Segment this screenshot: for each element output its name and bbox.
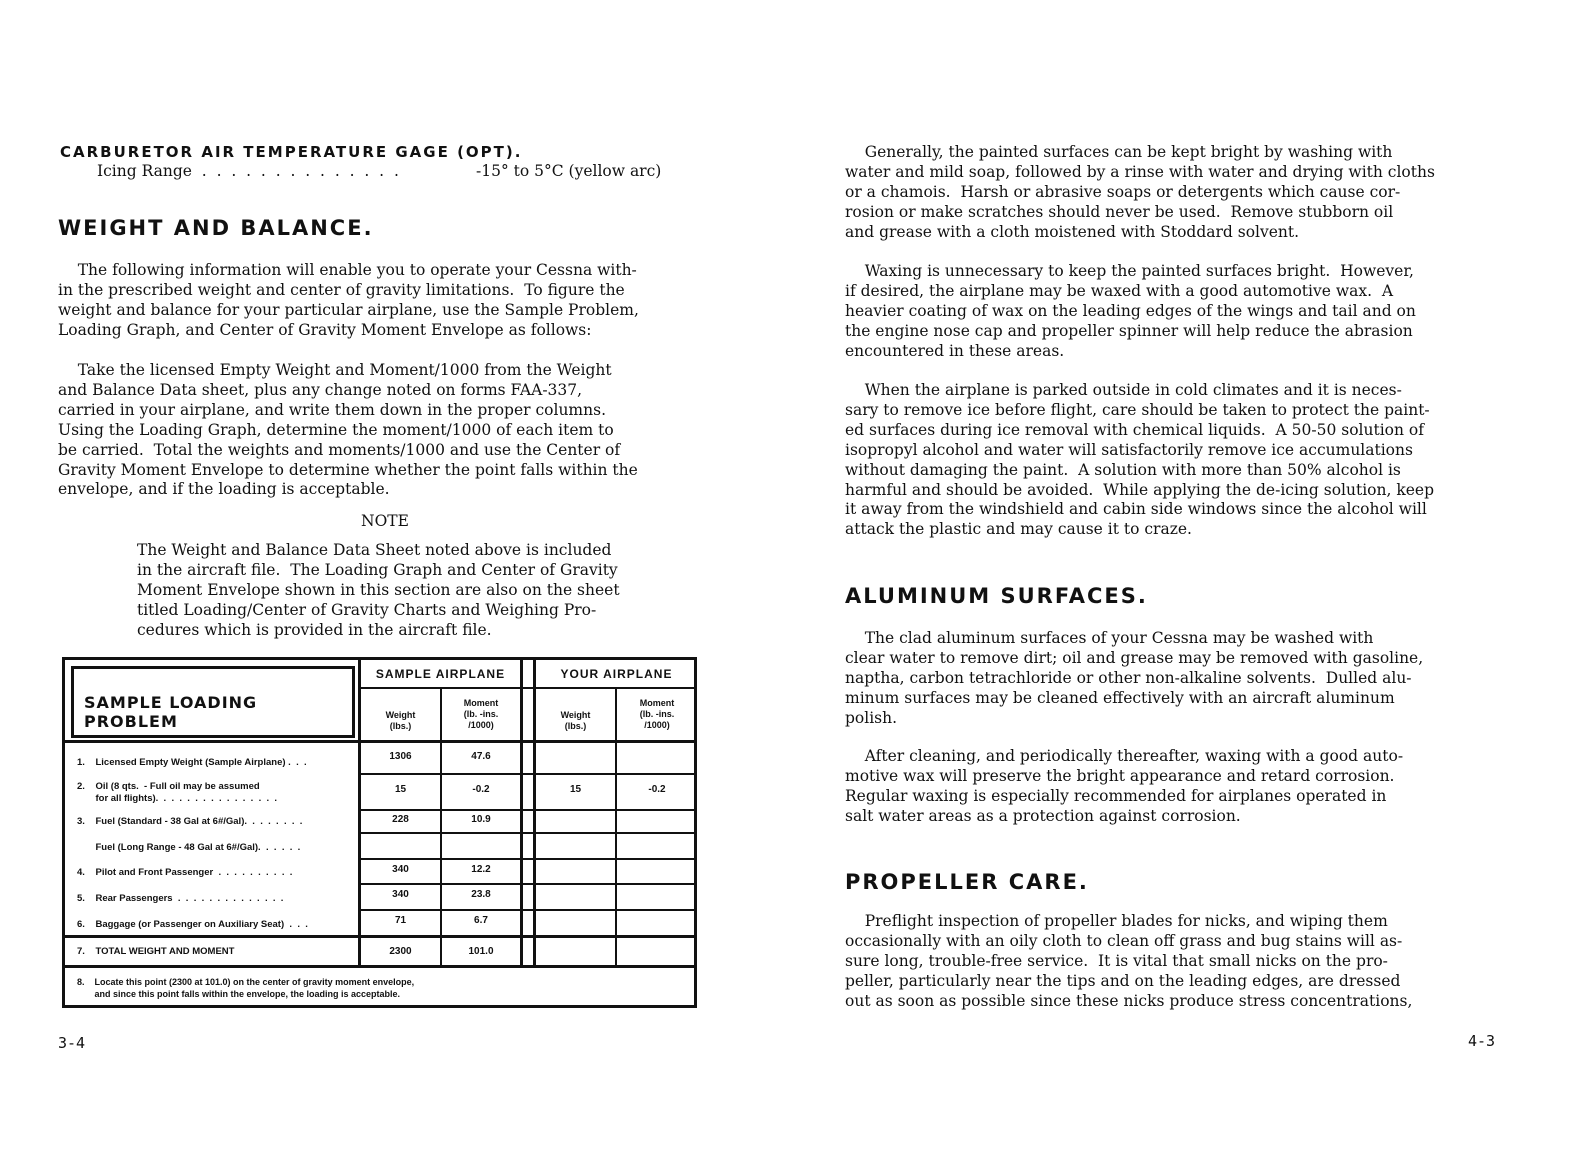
icing-label: Icing Range . . . . . . . . . . . . . . — [97, 162, 399, 180]
row-label: 5. Rear Passengers . . . . . . . . . . . . . . — [77, 893, 284, 904]
paragraph — [845, 143, 1435, 243]
weight-balance-heading: WEIGHT AND BALANCE. — [58, 216, 374, 240]
row-label: 1. Licensed Empty Weight (Sample Airplane) . . . — [77, 757, 307, 768]
text-line: water and mild soap, followed by a rinse with water and drying with cloths — [845, 162, 1435, 181]
propeller-heading: PROPELLER CARE. — [845, 870, 1089, 894]
row-label: 2. Oil (8 qts. - Full oil may be assumed for all flights). . . . . . . . . . . . . . . . — [77, 781, 278, 804]
your-moment-cell: -0.2 — [648, 784, 666, 795]
text-line: Loading Graph, and Center of Gravity Moment Envelope as follows: — [58, 320, 592, 339]
paragraph — [58, 261, 639, 341]
text-line: The following information will enable you to operate your Cessna with- — [58, 261, 637, 279]
text-line: and grease with a cloth moistened with Stoddard solvent. — [845, 222, 1300, 241]
row-label: 3. Fuel (Standard - 38 Gal at 6#/Gal). . . . . . . . — [77, 816, 303, 827]
paragraph — [845, 747, 1403, 827]
text-line: The Weight and Balance Data Sheet noted above is included — [137, 541, 612, 559]
text-line: and Balance Data sheet, plus any change noted on forms FAA-337, — [58, 380, 583, 399]
text-line: Generally, the painted surfaces can be kept bright by washing with — [845, 143, 1393, 161]
moment-cell: 12.2 — [471, 863, 491, 875]
table-title: SAMPLE LOADING PROBLEM — [84, 693, 258, 731]
weight-cell: 1306 — [389, 751, 412, 762]
step-8-note: 8. Locate this point (2300 at 101.0) on the center of gravity moment envelope, and since this point falls within the envelope, the loading is acceptable. — [77, 977, 415, 999]
total-moment: 101.0 — [468, 946, 494, 957]
moment-cell: 47.6 — [471, 751, 491, 762]
moment-cell: 10.9 — [471, 813, 491, 825]
your-weight-cell: 15 — [569, 784, 582, 795]
text-line: salt water areas as a protection against corrosion. — [845, 806, 1241, 825]
text-line: cedures which is provided in the aircraft file. — [137, 620, 492, 639]
text-line: motive wax will preserve the bright appearance and retard corrosion. — [845, 766, 1395, 785]
row-label: 6. Baggage (or Passenger on Auxiliary Seat) . . . — [77, 919, 308, 930]
weight-cell: 228 — [392, 813, 409, 825]
text-line: it away from the windshield and cabin side windows since the alcohol will — [845, 500, 1427, 519]
paragraph — [845, 912, 1412, 1012]
text-line: or a chamois. Harsh or abrasive soaps or detergents which cause cor- — [845, 182, 1401, 201]
text-line: weight and balance for your particular airplane, use the Sample Problem, — [58, 300, 639, 319]
title-box — [71, 666, 355, 738]
text-line: Preflight inspection of propeller blades for nicks, and wiping them — [845, 912, 1388, 930]
weight-cell: 71 — [394, 915, 407, 926]
text-line: rosion or make scratches should never be used. Remove stubborn oil — [845, 202, 1394, 221]
row-label: 4. Pilot and Front Passenger . . . . . . . . . . — [77, 867, 293, 878]
text-line: naptha, carbon tetrachloride or other non-alkaline solvents. Dulled alu- — [845, 668, 1412, 687]
text-line: if desired, the airplane may be waxed with a good automotive wax. A — [845, 281, 1394, 300]
page-number-right: 4-3 — [1468, 1032, 1496, 1050]
total-weight: 2300 — [389, 946, 412, 957]
paragraph — [845, 629, 1423, 729]
text-line: in the prescribed weight and center of gravity limitations. To figure the — [58, 280, 625, 299]
page-number-left: 3-4 — [58, 1034, 86, 1052]
moment-col-header: Moment (lb. -ins. /1000) — [463, 698, 499, 730]
text-line: When the airplane is parked outside in cold climates and it is neces- — [845, 381, 1402, 399]
text-line: in the aircraft file. The Loading Graph and Center of Gravity — [137, 560, 618, 579]
text-line: clear water to remove dirt; oil and grease may be removed with gasoline, — [845, 648, 1424, 667]
text-line: After cleaning, and periodically thereafter, waxing with a good auto- — [845, 747, 1404, 765]
text-line: ed surfaces during ice removal with chemical liquids. A 50-50 solution of — [845, 420, 1424, 439]
text-line: The clad aluminum surfaces of your Cessna may be washed with — [845, 629, 1374, 647]
paragraph — [845, 262, 1416, 362]
text-line: Regular waxing is especially recommended for airplanes operated in — [845, 786, 1387, 805]
text-line: Moment Envelope shown in this section are also on the sheet — [137, 580, 620, 599]
text-line: be carried. Total the weights and moments/1000 and use the Center of — [58, 440, 621, 459]
text-line: peller, particularly near the tips and on the leading edges, are dressed — [845, 971, 1401, 990]
text-line: Using the Loading Graph, determine the moment/1000 of each item to — [58, 420, 614, 439]
text-line: Gravity Moment Envelope to determine whether the point falls within the — [58, 460, 638, 479]
note-heading: NOTE — [361, 512, 409, 530]
sample-airplane-header: SAMPLE AIRPLANE — [375, 667, 506, 681]
text-line: out as soon as possible since these nicks produce stress concentrations, — [845, 991, 1413, 1010]
text-line: occasionally with an oily cloth to clean off grass and bug stains will as- — [845, 931, 1403, 950]
weight-cell: 15 — [394, 784, 407, 795]
icing-value: -15° to 5°C (yellow arc) — [476, 162, 662, 180]
paragraph — [58, 361, 638, 500]
aluminum-heading: ALUMINUM SURFACES. — [845, 584, 1148, 608]
text-line: Waxing is unnecessary to keep the painted surfaces bright. However, — [845, 262, 1414, 280]
text-line: without damaging the paint. A solution with more than 50% alcohol is — [845, 460, 1401, 479]
text-line: the engine nose cap and propeller spinner will help reduce the abrasion — [845, 321, 1413, 340]
text-line: isopropyl alcohol and water will satisfactorily remove ice accumulations — [845, 440, 1413, 459]
your-weight-col-header: Weight (lbs.) — [560, 710, 591, 731]
moment-cell: 23.8 — [471, 889, 491, 900]
text-line: sary to remove ice before flight, care should be taken to protect the paint- — [845, 400, 1430, 419]
text-line: Take the licensed Empty Weight and Moment/1000 from the Weight — [58, 361, 612, 379]
text-line: sure long, trouble-free service. It is vital that small nicks on the pro- — [845, 951, 1388, 970]
text-line: titled Loading/Center of Gravity Charts and Weighing Pro- — [137, 600, 597, 619]
text-line: carried in your airplane, and write them down in the proper columns. — [58, 400, 606, 419]
your-moment-col-header: Moment (lb. -ins. /1000) — [639, 698, 675, 730]
text-line: envelope, and if the loading is acceptable. — [58, 480, 390, 499]
text-line: harmful and should be avoided. While applying the de-icing solution, keep — [845, 480, 1434, 499]
moment-cell: -0.2 — [472, 784, 490, 795]
text-line: attack the plastic and may cause it to craze. — [845, 520, 1192, 539]
moment-cell: 6.7 — [474, 915, 488, 926]
text-line: encountered in these areas. — [845, 341, 1065, 360]
total-label: 7. TOTAL WEIGHT AND MOMENT — [77, 946, 235, 957]
sample-loading-table — [62, 657, 697, 1008]
text-line: heavier coating of wax on the leading edges of the wings and tail and on — [845, 301, 1416, 320]
weight-col-header: Weight (lbs.) — [385, 710, 416, 731]
your-airplane-header: YOUR AIRPLANE — [560, 667, 673, 681]
note-text — [137, 541, 620, 641]
text-line: minum surfaces may be cleaned effectively with an aircraft aluminum — [845, 688, 1395, 707]
weight-cell: 340 — [392, 863, 409, 875]
carb-heading: CARBURETOR AIR TEMPERATURE GAGE (OPT). — [60, 143, 523, 161]
row-label: Fuel (Long Range - 48 Gal at 6#/Gal). . . . . . — [77, 842, 301, 853]
paragraph — [845, 381, 1434, 540]
weight-cell: 340 — [392, 889, 409, 900]
text-line: polish. — [845, 708, 898, 727]
